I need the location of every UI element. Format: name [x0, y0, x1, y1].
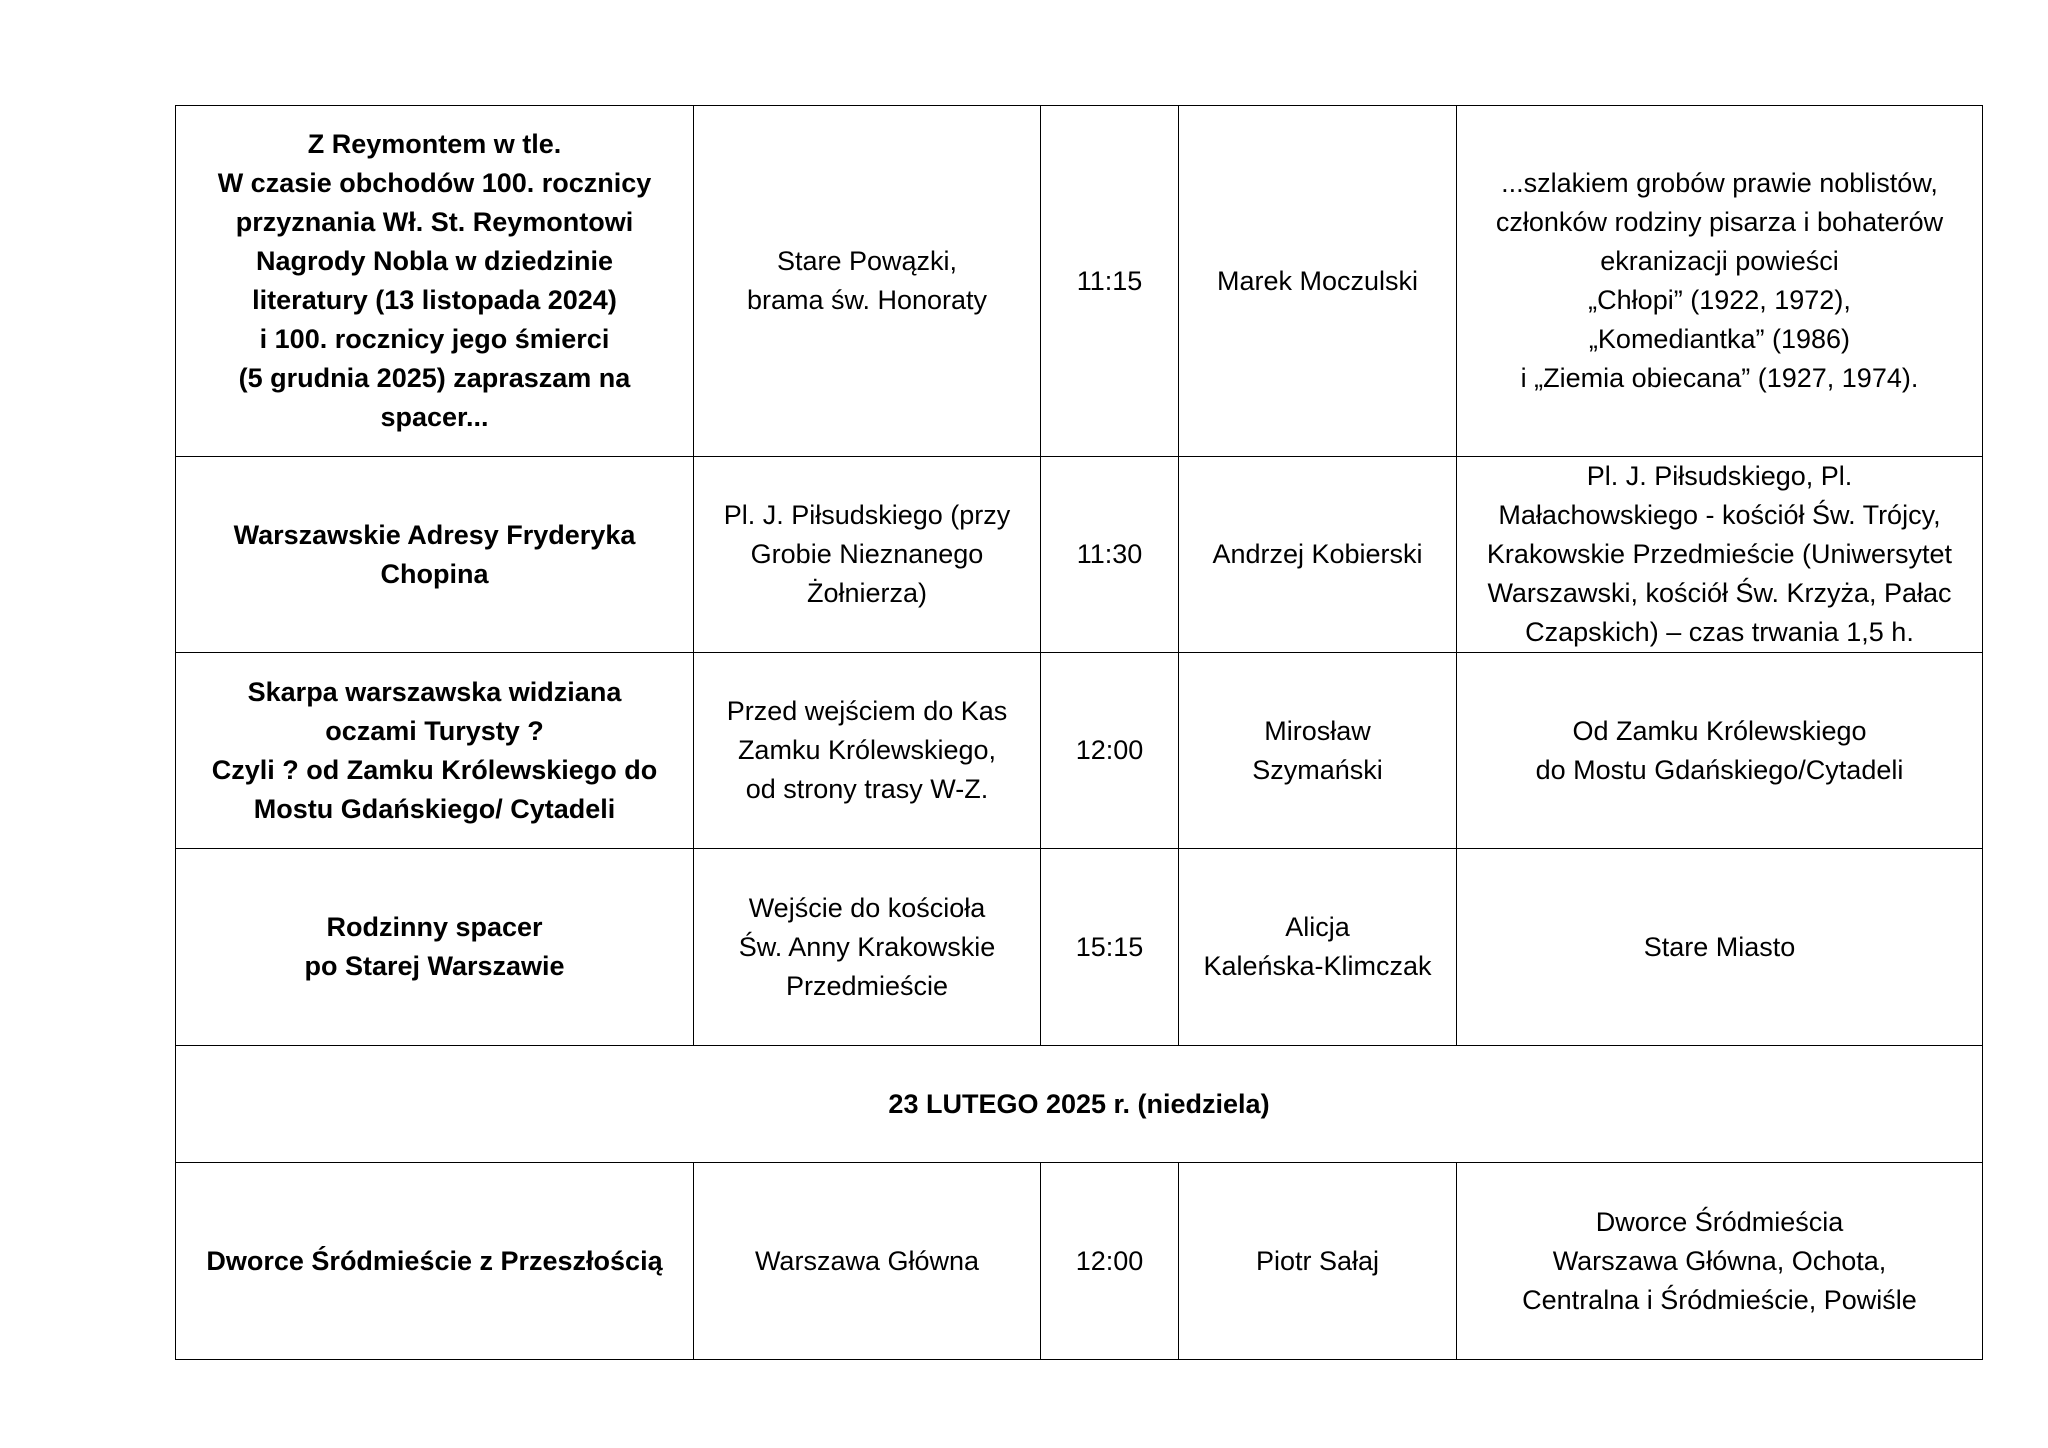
date-header-row: [176, 1046, 1983, 1163]
guide-name: Mirosław Szymański: [1179, 653, 1457, 849]
table-row: [176, 1163, 1983, 1360]
date-header: 23 LUTEGO 2025 r. (niedziela): [176, 1046, 1983, 1163]
start-time: 12:00: [1041, 653, 1179, 849]
route-description: Dworce Śródmieścia Warszawa Główna, Ochota, Centralna i Śródmieście, Powiśle: [1457, 1163, 1983, 1360]
route-description: Pl. J. Piłsudskiego, Pl. Małachowskiego - kościół Św. Trójcy, Krakowskie Przedmieście (Uniwersytet Warszawski, kościół Św. Krzyża, Pałac Czapskich) – czas trwania 1,5 h.: [1457, 457, 1983, 653]
walk-title: Dworce Śródmieście z Przeszłością: [176, 1163, 694, 1360]
meeting-place: Pl. J. Piłsudskiego (przy Grobie Nieznanego Żołnierza): [694, 457, 1041, 653]
meeting-place: Stare Powązki, brama św. Honoraty: [694, 106, 1041, 457]
table-row: [176, 106, 1983, 457]
walk-title: Skarpa warszawska widziana oczami Turysty ? Czyli ? od Zamku Królewskiego do Mostu Gdańskiego/ Cytadeli: [176, 653, 694, 849]
meeting-place: Przed wejściem do Kas Zamku Królewskiego, od strony trasy W-Z.: [694, 653, 1041, 849]
walk-schedule-table: [175, 105, 1983, 1360]
guide-name: Alicja Kaleńska-Klimczak: [1179, 849, 1457, 1046]
meeting-place: Wejście do kościoła Św. Anny Krakowskie Przedmieście: [694, 849, 1041, 1046]
guide-name: Marek Moczulski: [1179, 106, 1457, 457]
guide-name: Andrzej Kobierski: [1179, 457, 1457, 653]
walk-title: Rodzinny spacer po Starej Warszawie: [176, 849, 694, 1046]
walk-title: Warszawskie Adresy Fryderyka Chopina: [176, 457, 694, 653]
table-row: [176, 457, 1983, 653]
meeting-place: Warszawa Główna: [694, 1163, 1041, 1360]
start-time: 11:15: [1041, 106, 1179, 457]
route-description: ...szlakiem grobów prawie noblistów, członków rodziny pisarza i bohaterów ekranizacji powieści „Chłopi” (1922, 1972), „Komediantka” (1986) i „Ziemia obiecana” (1927, 1974).: [1457, 106, 1983, 457]
route-description: Od Zamku Królewskiego do Mostu Gdańskiego/Cytadeli: [1457, 653, 1983, 849]
guide-name: Piotr Sałaj: [1179, 1163, 1457, 1360]
walk-title: Z Reymontem w tle. W czasie obchodów 100. rocznicy przyznania Wł. St. Reymontowi Nagrody Nobla w dziedzinie literatury (13 listopada 2024) i 100. rocznicy jego śmierci (5 grudnia 2025) zapraszam na spacer...: [176, 106, 694, 457]
route-description: Stare Miasto: [1457, 849, 1983, 1046]
start-time: 12:00: [1041, 1163, 1179, 1360]
start-time: 11:30: [1041, 457, 1179, 653]
start-time: 15:15: [1041, 849, 1179, 1046]
table-row: [176, 653, 1983, 849]
table-row: [176, 849, 1983, 1046]
